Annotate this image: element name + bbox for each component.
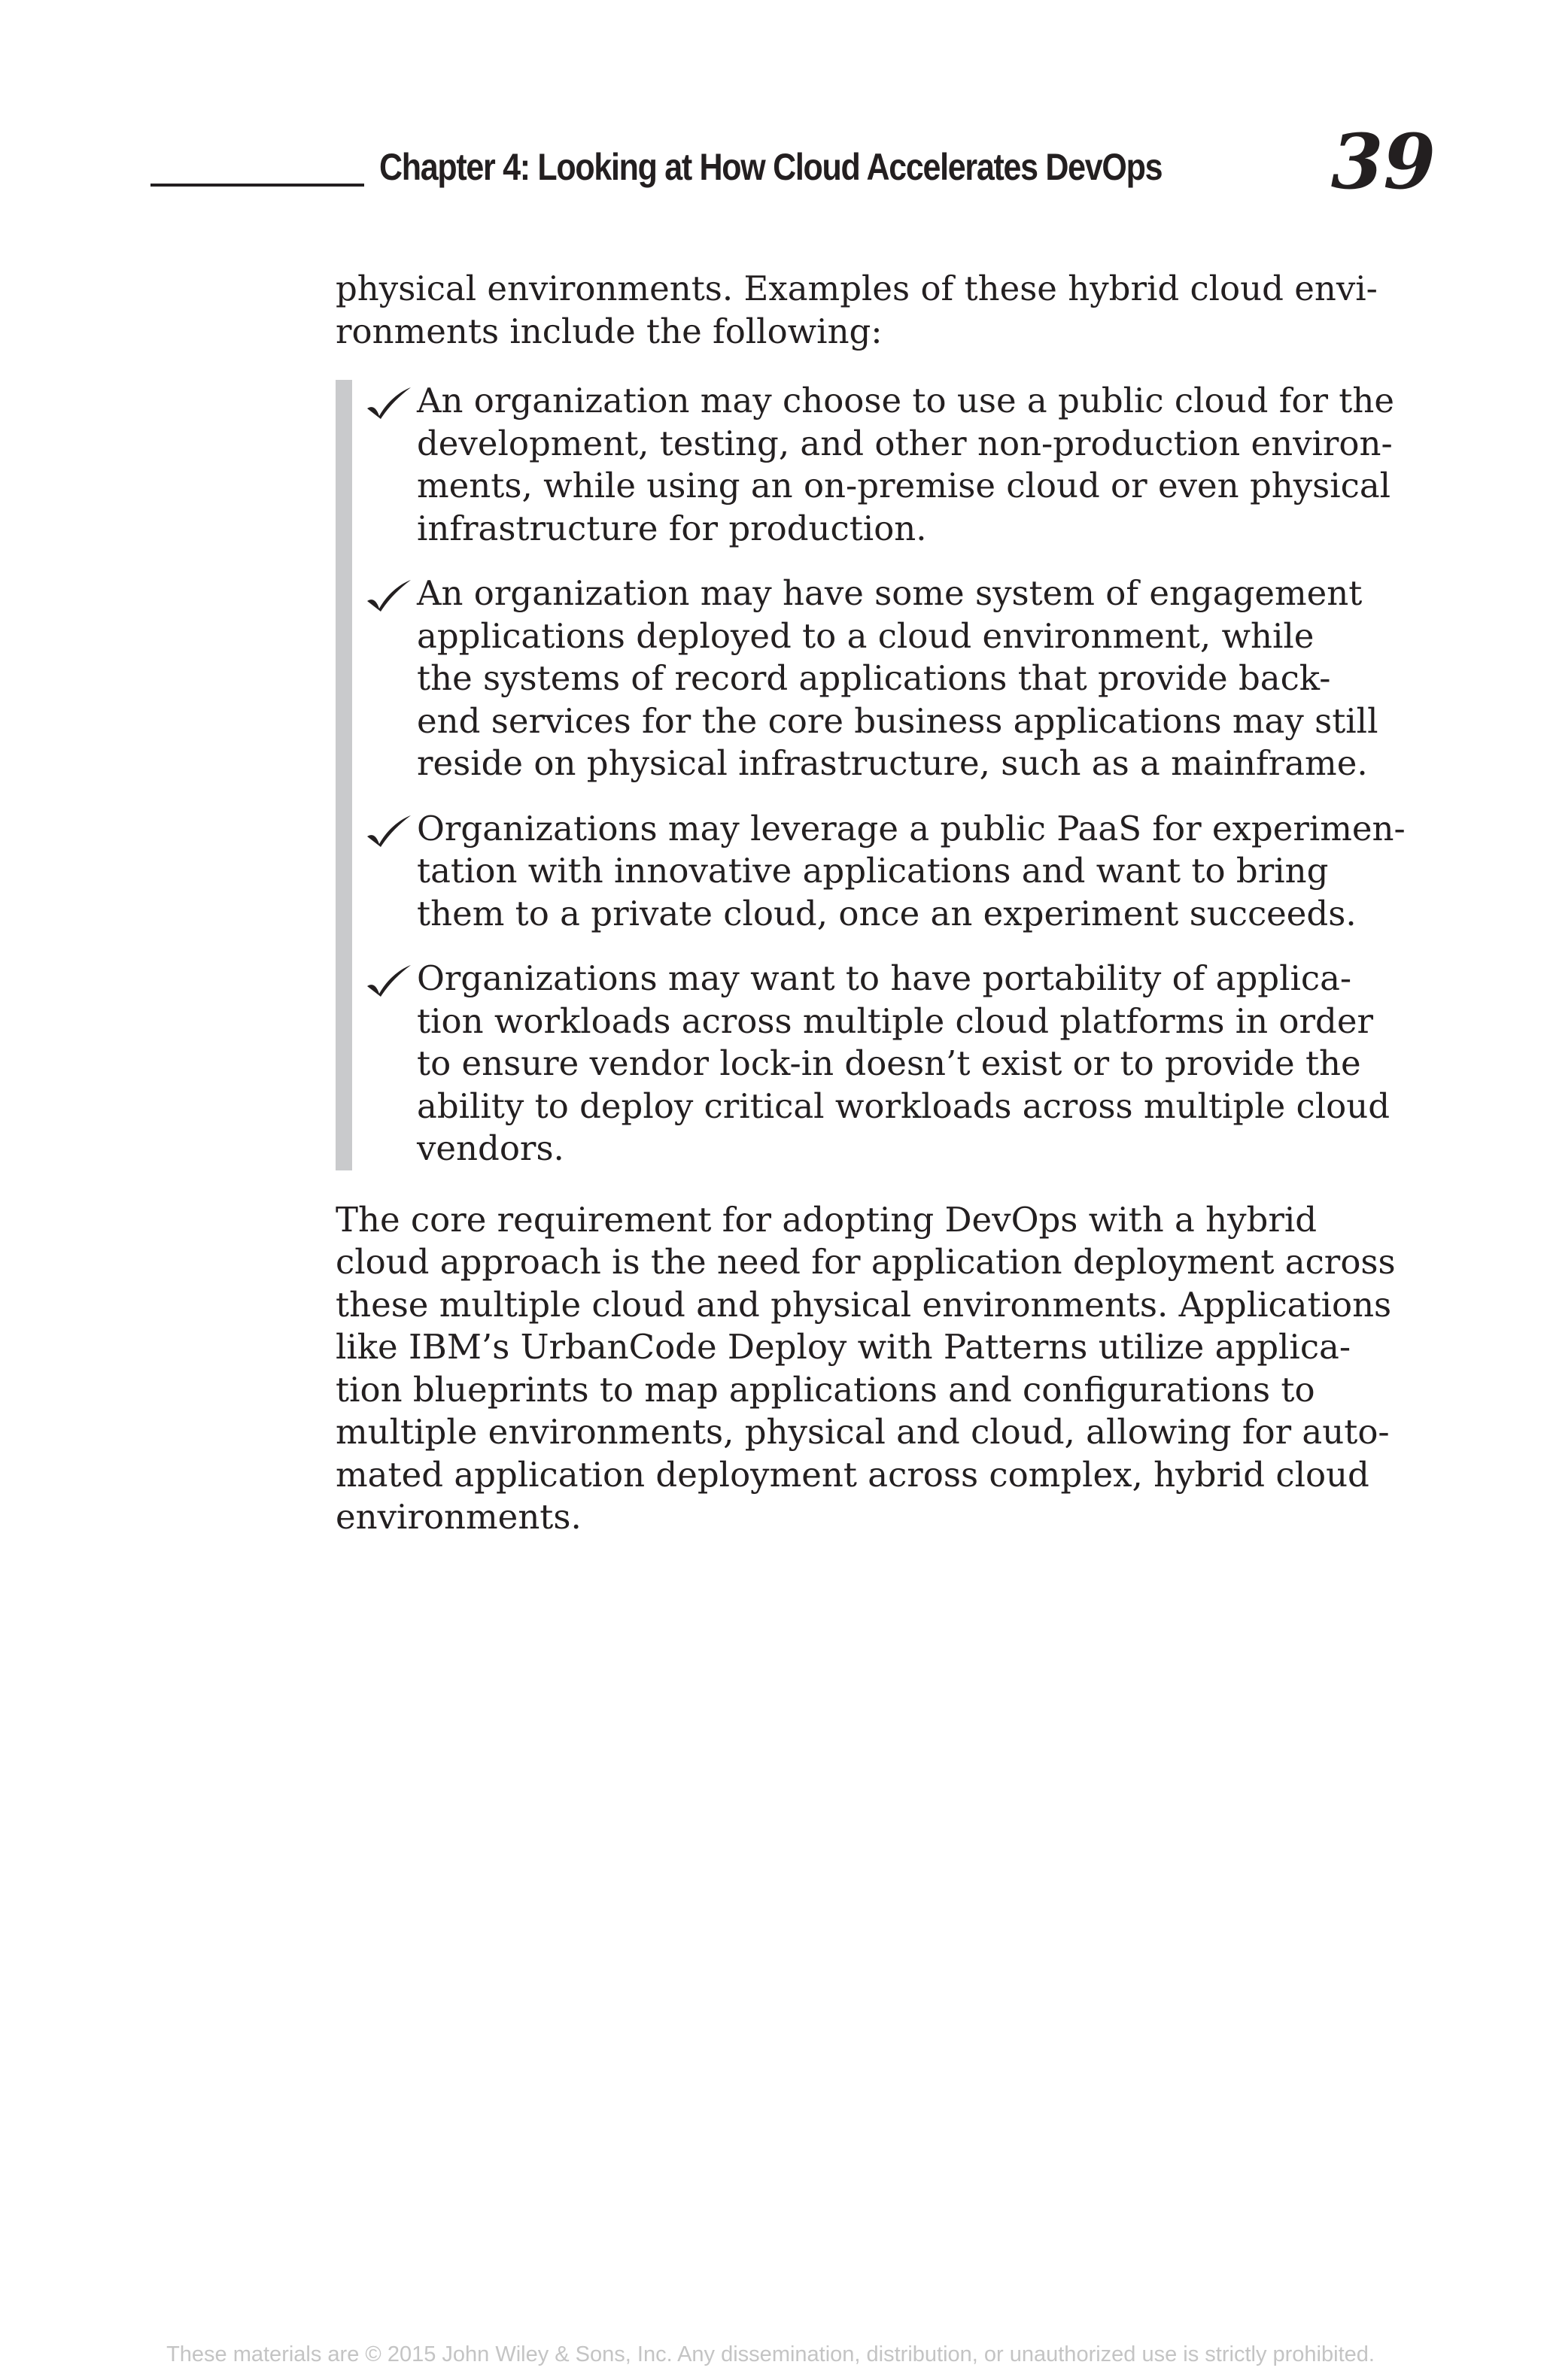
text-line: applications deployed to a cloud environment, while — [417, 615, 1315, 656]
text-line: cloud approach is the need for application deployment across — [336, 1242, 1396, 1282]
text-line: multiple environments, physical and cloud, allowing for auto- — [336, 1412, 1390, 1452]
text-line: ability to deploy critical workloads across multiple cloud — [417, 1085, 1391, 1126]
text-line: tion workloads across multiple cloud platforms in order — [417, 1000, 1373, 1041]
list-item — [336, 380, 1394, 550]
text-line: infrastructure for production. — [417, 508, 927, 548]
text-line: Organizations may want to have portability of applica- — [417, 958, 1352, 998]
text-line: tation with innovative applications and want to bring — [417, 851, 1329, 891]
text-line: vendors. — [417, 1128, 564, 1168]
closing-paragraph — [336, 1199, 1396, 1539]
text-line: The core requirement for adopting DevOps with a hybrid — [336, 1199, 1318, 1240]
text-line: physical environments. Examples of these hybrid cloud envi- — [336, 269, 1378, 308]
text-line: development, testing, and other non-production environ- — [417, 423, 1393, 463]
text-line: environments. — [336, 1497, 582, 1537]
bullet-list — [336, 380, 1406, 1170]
list-item — [336, 808, 1406, 936]
text-line: end services for the core business applications may still — [417, 700, 1378, 741]
check-icon — [366, 386, 412, 419]
header-rule — [150, 184, 364, 187]
text-line: An organization may choose to use a public cloud for the — [417, 381, 1394, 420]
chapter-title: Chapter 4: Looking at How Cloud Accelerates DevOps — [379, 146, 1163, 188]
check-icon — [366, 578, 412, 612]
text-line: like IBM’s UrbanCode Deploy with Patterns utilize applica- — [336, 1327, 1351, 1367]
text-line: reside on physical infrastructure, such as a mainframe. — [417, 743, 1368, 783]
text-line: these multiple cloud and physical environments. Applications — [336, 1284, 1392, 1325]
page-number: 39 — [1330, 117, 1436, 206]
copyright-footer: These materials are © 2015 John Wiley & Sons, Inc. Any dissemination, distribution, or unauthorized use is strictly prohibited. — [166, 2342, 1375, 2366]
list-item — [336, 572, 1389, 785]
text-line: Organizations may leverage a public PaaS for experimen- — [417, 808, 1406, 848]
check-icon — [366, 814, 412, 847]
text-line: ronments include the following: — [336, 311, 883, 351]
list-item — [336, 958, 1389, 1170]
text-line: ments, while using an on-premise cloud or even physical — [417, 466, 1391, 505]
text-line: mated application deployment across complex, hybrid cloud — [336, 1454, 1369, 1495]
text-line: them to a private cloud, once an experiment succeeds. — [417, 893, 1357, 933]
text-line: to ensure vendor lock-in doesn’t exist or to provide the — [417, 1043, 1361, 1083]
text-line: tion blueprints to map applications and configurations to — [336, 1369, 1315, 1410]
text-line: the systems of record applications that provide back- — [417, 658, 1331, 698]
text-line: An organization may have some system of engagement — [417, 573, 1363, 613]
intro-paragraph — [336, 268, 1389, 353]
page-body — [336, 268, 1406, 1539]
check-icon — [366, 964, 412, 997]
